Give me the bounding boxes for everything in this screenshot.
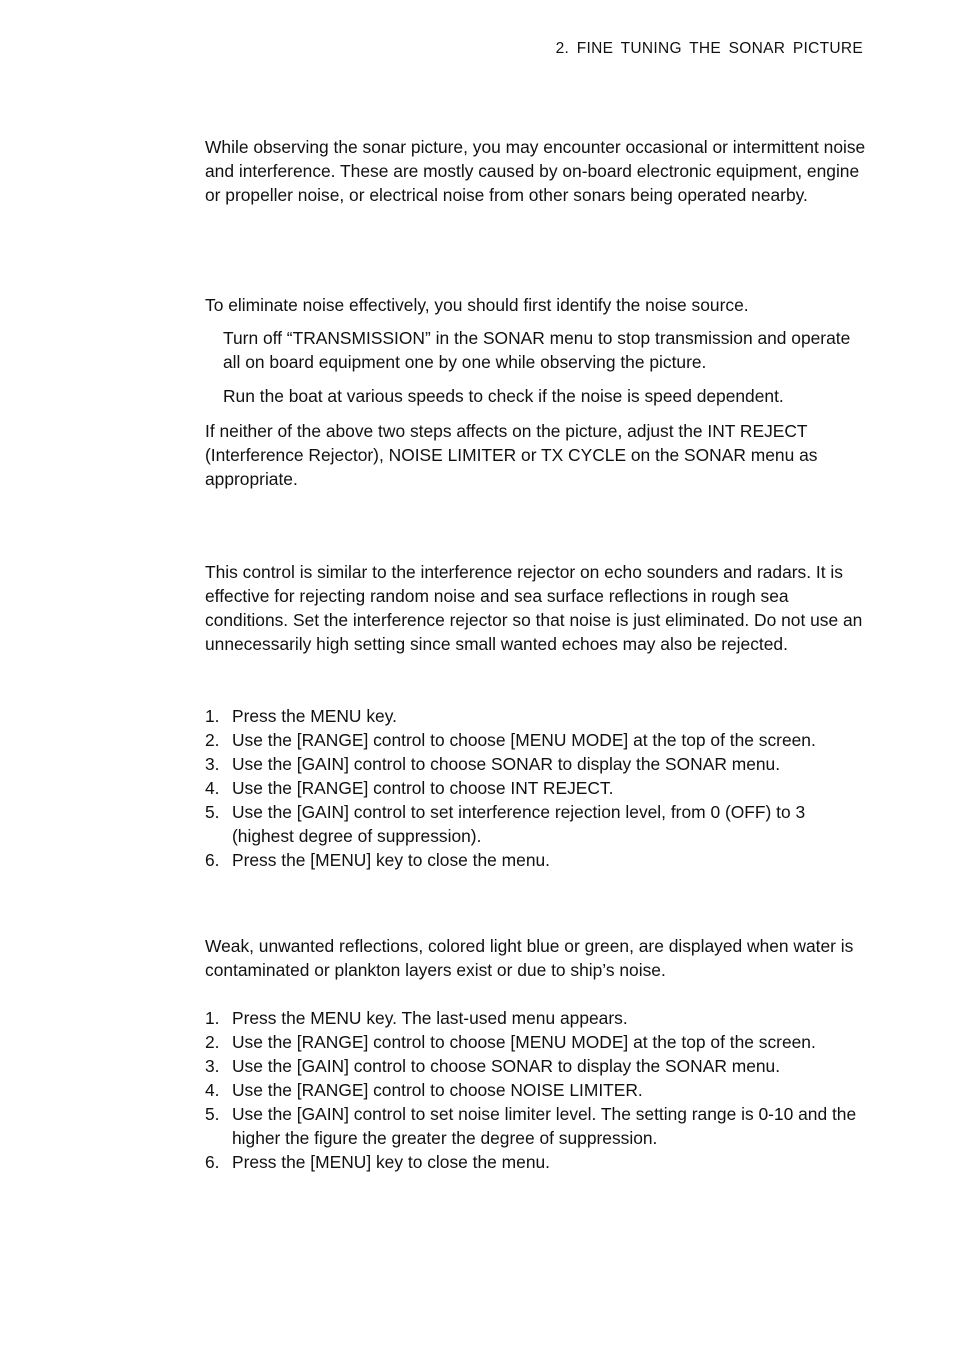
list-item	[205, 800, 867, 848]
list-item	[205, 1078, 867, 1102]
step-text: Use the [GAIN] control to choose SONAR to display the SONAR menu.	[232, 1056, 781, 1076]
step-text: Press the MENU key.	[232, 706, 397, 726]
list-item	[205, 1030, 867, 1054]
step-number: 3.	[205, 1056, 220, 1076]
running-header: 2. FINE TUNING THE SONAR PICTURE	[555, 40, 863, 57]
step-number: 6.	[205, 850, 220, 870]
step-text: Use the [RANGE] control to choose [MENU MODE] at the top of the screen.	[232, 1032, 816, 1052]
step-text: Use the [RANGE] control to choose [MENU MODE] at the top of the screen.	[232, 730, 816, 750]
step-number: 5.	[205, 802, 220, 822]
step-number: 2.	[205, 730, 220, 750]
step-number: 2.	[205, 1032, 220, 1052]
list-item	[205, 1054, 867, 1078]
step-text: Press the [MENU] key to close the menu.	[232, 1152, 550, 1172]
step-number: 4.	[205, 778, 220, 798]
list-item	[205, 1150, 867, 1174]
step-number: 1.	[205, 1008, 220, 1028]
list-item	[205, 704, 867, 728]
step-number: 5.	[205, 1104, 220, 1124]
step-text: Use the [GAIN] control to choose SONAR to display the SONAR menu.	[232, 754, 781, 774]
step-text: Press the [MENU] key to close the menu.	[232, 850, 550, 870]
int-reject-paragraph: This control is similar to the interference rejector on echo sounders and radars. It is effective for rejecting random noise and sea surface reflections in rough sea conditions. Set the interference rejector so that noise is just eliminated. Do not use an unnecessarily high setting since small wanted echoes may also be rejected.	[205, 562, 863, 654]
step-number: 6.	[205, 1152, 220, 1172]
step-number: 3.	[205, 754, 220, 774]
step-text: Use the [RANGE] control to choose INT REJECT.	[232, 778, 614, 798]
intro-paragraph: While observing the sonar picture, you may encounter occasional or intermittent noise and interference. These are mostly caused by on-board electronic equipment, engine or propeller noise, or electrical noise from other sonars being operated nearby.	[205, 137, 866, 205]
noise-limiter-paragraph: Weak, unwanted reflections, colored light blue or green, are displayed when water is contaminated or plankton layers exist or due to ship’s noise.	[205, 936, 854, 980]
list-item	[205, 848, 867, 872]
step-text: Use the [GAIN] control to set interference rejection level, from 0 (OFF) to 3 (highest degree of suppression).	[232, 802, 806, 846]
int-reject-steps	[205, 704, 867, 872]
step-text: Press the MENU key. The last-used menu appears.	[232, 1008, 628, 1028]
identify-bullet-1: Turn off “TRANSMISSION” in the SONAR menu to stop transmission and operate all on board equipment one by one while observing the picture.	[223, 328, 851, 372]
list-item	[205, 776, 867, 800]
step-number: 4.	[205, 1080, 220, 1100]
identify-closing-paragraph: If neither of the above two steps affects on the picture, adjust the INT REJECT (Interference Rejector), NOISE LIMITER or TX CYCLE on the SONAR menu as appropriate.	[205, 421, 818, 489]
noise-limiter-steps	[205, 1006, 867, 1174]
identify-bullet-2: Run the boat at various speeds to check if the noise is speed dependent.	[223, 386, 784, 406]
step-number: 1.	[205, 706, 220, 726]
list-item	[205, 752, 867, 776]
list-item	[205, 728, 867, 752]
step-text: Use the [RANGE] control to choose NOISE LIMITER.	[232, 1080, 643, 1100]
step-text: Use the [GAIN] control to set noise limiter level. The setting range is 0-10 and the higher the figure the greater the degree of suppression.	[232, 1104, 857, 1148]
identify-lead-paragraph: To eliminate noise effectively, you should first identify the noise source.	[205, 295, 749, 315]
list-item	[205, 1102, 867, 1150]
list-item	[205, 1006, 867, 1030]
